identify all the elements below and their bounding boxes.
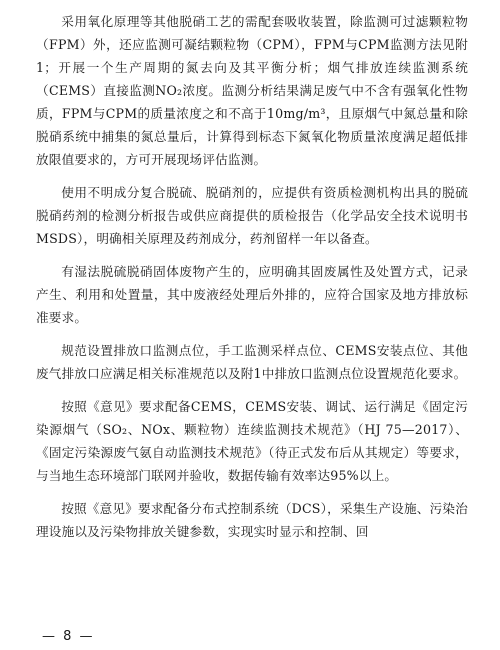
paragraph-dcs: 按照《意见》要求配备分布式控制系统（DCS），采集生产设施、污染治理设施以及污染物排放关键参数，实现实时显示和控制、回 (36, 501, 468, 539)
paragraph-solid-waste: 有湿法脱硫脱硝固体废物产生的，应明确其固废属性及处置方式，记录产生、利用和处置量，其中废液经处理后外排的，应符合国家及地方排放标准要求。 (36, 264, 468, 325)
paragraph-cems: 按照《意见》要求配备CEMS，CEMS安装、调试、运行满足《固定污染源烟气（SO₂、NOx、颗粒物）连续监测技术规范》（HJ 75—2017）、《固定污染源废气氨自动监测技术规范》（待正式发布后从其规定）等要求，与当地生态环境部门联网并验收，数据传输有效率达95%以上。 (36, 399, 468, 483)
page-number: — 8 — (42, 629, 95, 644)
paragraph-composite-agent: 使用不明成分复合脱硫、脱硝剂的，应提供有资质检测机构出具的脱硫脱硝药剂的检测分析报告或供应商提供的质检报告（化学品安全技术说明书MSDS），明确相关原理及药剂成分，药剂留样一年以备查。 (36, 185, 468, 246)
paragraph-monitoring-points: 规范设置排放口监测点位，手工监测采样点位、CEMS安装点位、其他废气排放口应满足相关标准规范以及附1中排放口监测点位设置规范化要求。 (36, 343, 468, 381)
paragraph-denitration-oxidation: 采用氧化原理等其他脱硝工艺的需配套吸收装置，除监测可过滤颗粒物（FPM）外，还应监测可凝结颗粒物（CPM），FPM与CPM监测方法见附1；开展一个生产周期的氮去向及其平衡分析；烟气排放连续监测系统（CEMS）直接监测NO₂浓度。监测分析结果满足废气中不含有强氧化性物质，FPM与CPM的质量浓度之和不高于10mg/m³，且原烟气中氮总量和除脱硝系统中捕集的氮总量后，计算得到标态下氮氧化物质量浓度满足超低排放限值要求的，方可开展现场评估监测。 (36, 14, 468, 167)
document-body (36, 10, 468, 553)
